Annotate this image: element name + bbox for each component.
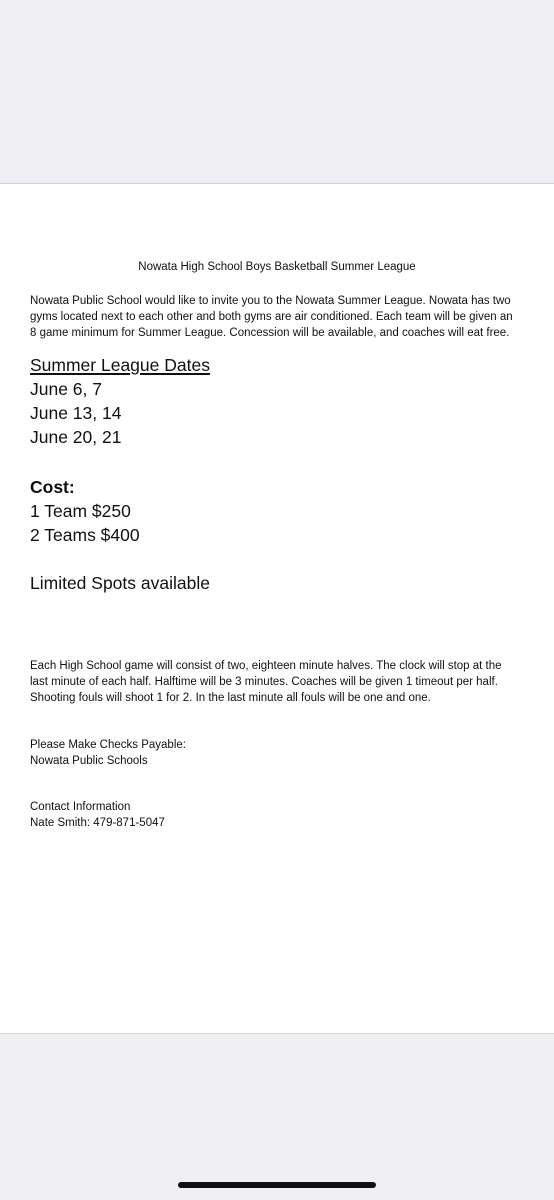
rules-line: last minute of each half. Halftime will be 3 minutes. Coaches will be given 1 timeout per half. [30, 676, 498, 688]
date-item: June 6, 7 [30, 379, 102, 399]
cost-section [30, 475, 140, 547]
limited-spots-text: Limited Spots available [30, 573, 210, 593]
contact-label: Contact Information [30, 801, 131, 813]
intro-line: Nowata Public School would like to invite you to the Nowata Summer League. Nowata has two [30, 295, 511, 307]
cost-item: 1 Team $250 [30, 501, 131, 521]
date-item: June 13, 14 [30, 403, 122, 423]
home-indicator[interactable] [178, 1182, 376, 1188]
intro-paragraph [30, 293, 530, 341]
dates-heading: Summer League Dates [30, 355, 210, 375]
intro-line: gyms located next to each other and both gyms are air conditioned. Each team will be given an [30, 311, 513, 323]
rules-line: Shooting fouls will shoot 1 for 2. In the last minute all fouls will be one and one. [30, 692, 431, 704]
cost-item: 2 Teams $400 [30, 525, 140, 545]
dates-section [30, 353, 210, 449]
checks-section [30, 737, 186, 769]
intro-line: 8 game minimum for Summer League. Concession will be available, and coaches will eat free. [30, 327, 510, 339]
date-item: June 20, 21 [30, 427, 122, 447]
checks-payee: Nowata Public Schools [30, 755, 148, 767]
rules-line: Each High School game will consist of two, eighteen minute halves. The clock will stop at the [30, 660, 502, 672]
cost-heading: Cost: [30, 477, 75, 497]
document-page [0, 183, 554, 1034]
checks-label: Please Make Checks Payable: [30, 739, 186, 751]
contact-section [30, 799, 165, 831]
contact-name-phone: Nate Smith: 479-871-5047 [30, 817, 165, 829]
rules-paragraph [30, 658, 530, 706]
document-title: Nowata High School Boys Basketball Summer League [138, 261, 416, 273]
